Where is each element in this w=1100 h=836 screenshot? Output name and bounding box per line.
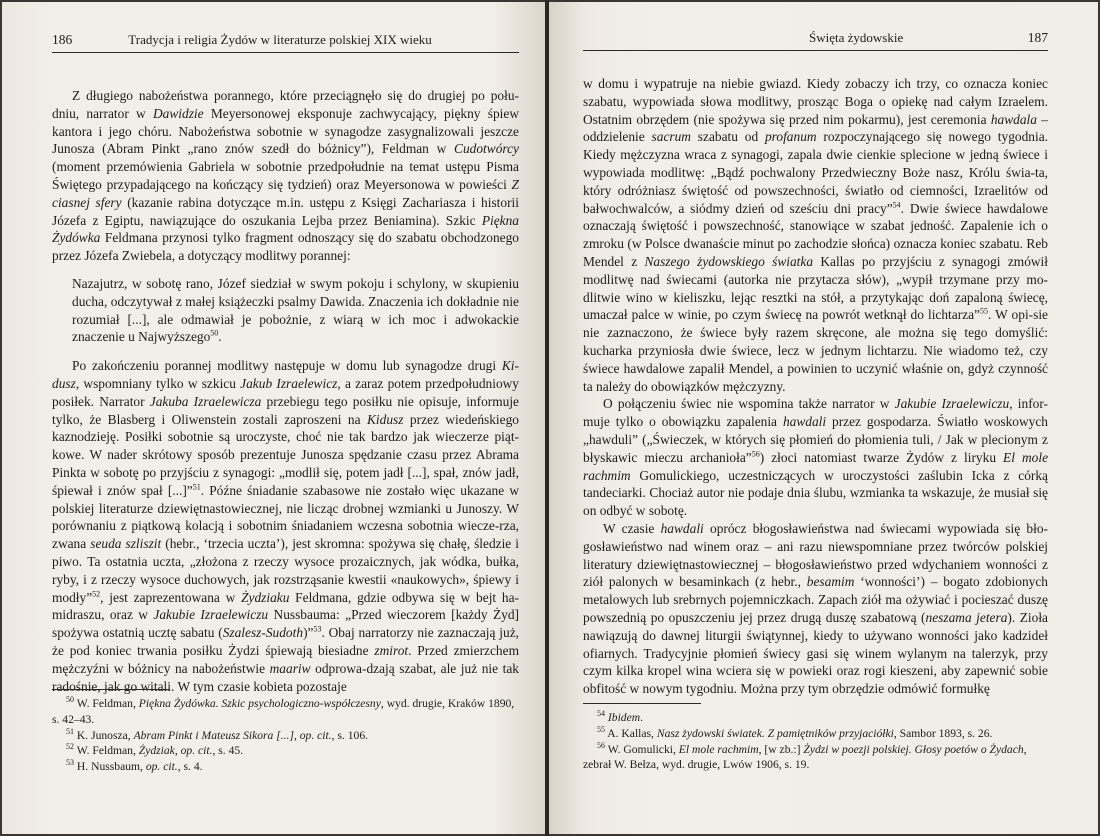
right-running-title: Święta żydowskie [809,30,904,45]
footnote-ref-53: 53 [313,624,322,634]
footnote: $^{55}$ A. Kallas, Nasz żydowski światek. Z pamiętników przyjaciółki, Sambor 1893, s. 26. [597,724,993,740]
block-quote: Nazajutrz, w sobotę rano, Józef siedział w swym pokoju i schylony, w skupieniu ducha, odczytywał z małej książeczki psalmy Dawida. Znaczenia ich dokładnie nie rozumiał [...], ale odmawiał je pobożnie, z wiarą w ich moc i adwokackie znaczenie u Najwyższego$^{50}$. [72,275,519,345]
right-paragraph-2: O połączeniu świec nie wspomina także narrator w Jakubie Izraelewiczu, infor-muje tylko o obowiązku zapalenia hawdali przez gospodarza. Światło woskowych „hawduli” („Świeczek, w których się płomień do płomienia tuli, / Jak w plecionym z błyskawic mieczu archanioła”$^{56}$) złoci natomiast twarze Żydów z liryku El mole rachmim Gomulickiego, uczestniczących w uroczystości zaślubin Icka z córką tandeciarki. Chociaż autor nie podaje dnia ślubu, wzmianka ta wskazuje, że musiał się on odbyć w sobotę. [583,396,1049,519]
footnote-ref-50: 50 [210,328,219,338]
footnote: $^{52}$ W. Feldman, Żydziak, op. cit., s. 45. [66,742,244,758]
left-page [2,2,545,834]
left-footnote-rule [52,689,170,690]
footnote-ref-55: 55 [980,306,989,316]
left-header-rule [52,52,519,53]
left-page-number: 186 [52,32,73,47]
left-footnotes [52,689,519,775]
right-running-head [583,30,1048,48]
right-page-number: 187 [1027,30,1048,45]
right-footnotes [583,703,1048,773]
footnote: $^{54}$ Ibidem. [597,709,644,724]
left-paragraph-1: Z długiego nabożeństwa porannego, które przeciągnęło się do drugiej po połu-dniu, narrator w Dawidzie Meyersonowej eksponuje zachwycający, piękny śpiew kantora i jego chóru. Nabożeństwa sobotnie w synagodze zasygnalizowali jeszcze Junosza (Abram Pinkt „rano znów szedł do bóżnicy”), Feldman w Cudotwórcy (moment przemówienia Gabriela w sobotnie przedpołudnie na temat ustępu Pisma Świętego przypadającego na kończący się tydzień) oraz Meyersonowa w powieści Z ciasnej sfery (kazanie rabina dotyczące m.in. ustępu z Księgi Zachariasza i historii Józefa z Egiptu, nawiązujące do oszukania Lejba przez Beniamina). Szkic Piękna Żydówka Feldmana przynosi tylko fragment odnoszący się do szabatu obchodzonego przez Józefa Zwiebela, a dotyczący modlitwy porannej: [52,88,520,264]
footnote: $^{51}$ K. Junosza, Abram Pinkt i Mateusz Sikora [...], op. cit., s. 106. [66,726,369,742]
footnote: $^{56}$ W. Gomulicki, El mole rachmim, [w zb.:] Żydzi w poezji polskiej. Głosy poetów o Żydach, zebrał W. Bełza, wyd. drugie, Lwów 1906, s. 19. [583,740,1027,772]
right-paragraph-1: w domu i wypatruje na niebie gwiazd. Kiedy zobaczy ich trzy, co oznacza koniec szabatu, wypowiada słowa modlitwy, prosząc Boga o opiekę nad całym Izraelem. Ostatnim obrzędem (nie spożywa się przed nim pokarmu), jest ceremonia hawdala – oddzielenie sacrum szabatu od profanum rozpoczynającego się nowego tygodnia. Kiedy mężczyzna wraca z synagogi, zapala dwie cienkie splecione w jedną świece i wypowiada modlitwę: „Bądź pochwalony Przedwieczny Boże nasz, Królu świa-ta, który odróżniasz świętość od powszechności, światło od ciemności, Izraelitów od bałwochwalców, a siódmy dzień od sześciu dni pracy”$^{54}$. Dwie świece hawdalowe oznaczają świętość i powszechność, stanowiące w szabat jedność. Zapalenie ich o zmroku (w Polsce dwanaście minut po zachodzie słońca) oznacza koniec szabatu. Reb Mendel z Naszego żydowskiego światka Kallas po przyjściu z synagogi zmówił modlitwę nad świecami (autorka nie przytacza słów), „wypił trzymane przy mo-dlitwie wino w kieliszku, lejąc resztki na stół, a przytykając doń zapaloną świecę, umaczał palce w winie, po czym świecę na powrót wetknął do lichtarza”$^{55}$. W opi-sie nie zaznaczono, że świece były razem skręcone, ale można się tego domyślić: kucharka przyniosła dwie świece, lecz w jednym lichtarzu. Nie wiadomo też, czy świece hawdalowe zapalił Mendel, a powinien to uczynić właśnie on, gdyż czynność ta należy do obowiązków mężczyzny. [583,76,1048,394]
footnote: $^{50}$ W. Feldman, Piękna Żydówka. Szkic psychologiczno-współczesny, wyd. drugie, Kraków 1890, s. 42–43. [52,695,515,726]
footnote-ref-51: 51 [192,482,201,492]
left-running-title: Tradycja i religia Żydów w literaturze polskiej XIX wieku [128,32,432,47]
left-running-head [52,32,519,50]
footnote-ref-54: 54 [892,200,901,210]
right-page [549,2,1098,834]
footnote-ref-52: 52 [92,589,101,599]
right-header-rule [583,50,1048,51]
right-footnote-rule [583,703,701,704]
footnote: $^{53}$ H. Nussbaum, op. cit., s. 4. [66,758,203,774]
footnote-ref-56: 56 [751,449,760,459]
right-paragraph-3: W czasie hawdali oprócz błogosławieństwa nad świecami wypowiada się bło-gosławieństwo nad winem oraz – ani razu niewspomniane przez twórców polskiej literatury dziewiętnastowiecznej – błogosławieństwo przed wdychaniem wonności z ziół palonych w besaminkach (z hebr., besamim ‘wonności’) – bogato zdobionych metalowych lub srebrnych pojemniczkach. Zapach ziół ma ożywiać i pocieszać duszę powszednią po opuszczeniu jej przez drugą duszę szabatową (neszama jetera). Zioła nawiązują do dawnej liturgii świątynnej, kiedy to używano wonności jako kadzideł ofiarnych. Tradycyjnie płomień świecy gasi się winem wylanym na talerzyk, przy czym kilka kropel wina wciera się w powieki oraz rogi kieszeni, aby zapewnić sobie obfitość w nowym tygodniu. Można przy tym obrzędzie odmówić formułkę [583,520,1048,697]
left-paragraph-2: Po zakończeniu porannej modlitwy następuje w domu lub synagodze drugi Ki-dusz, wspomniany tylko w szkicu Jakub Izraelewicz, a zaraz potem przedpołudniowy posiłek. Narrator Jakuba Izraelewicza przebiegu tego posiłku nie opisuje, informuje tylko, że Blasberg i Oliwenstein zostali zaproszeni na Kidusz przez wiedeńskiego kaznodzieję. Posiłki sobotnie są uroczyste, choć nie tak bardzo jak wieczerze piąt-kowe. W nader skrótowy sposób prezentuje Junosza spędzanie czasu przez Abrama Pinkta w sobotę po przyjściu z synagogi: „modlił się, potem jadł [...], spał, znów jadł, śpiewał i znów spał [...]”$^{51}$. Późne śniadanie szabasowe nie zostało więc ukazane w polskiej literaturze dziewiętnastowiecznej, nie licząc drobnej wzmianki u Junoszy. W porównaniu z piątkową kolacją i sobotnim śniadaniem wczesna sobotnia wiecze-rza, zwana seuda szliszit (hebr., ‘trzecia uczta’), jest skromna: spożywa się chałę, śledzie i piwo. Ta ostatnia uczta, „złożona z rzeczy wysoce prozaicznych, jak wódka, bułka, ryby, i z rzeczy wysoce duchowych, jak rozstrząsanie kwestii «naukowych», śpiewy i modły”$^{52}$, jest zaprezentowana w Żydziaku Feldmana, gdzie odbywa się w bejt ha-midraszu, oraz w Jakubie Izraelewiczu Nussbauma: „Przed wieczorem [każdy Żyd] spożywa ostatnią ucztę sabatu (Szalesz-Sudoth)”$^{53}$. Obaj narratorzy nie zaznaczają już, że pod koniec trwania posiłku Żydzi śpiewają biesiadne zmirot. Przed zmierzchem mężczyźni w bóżnicy na nabożeństwie maariw odprowa-dzają szabat, ale już nie tak radośnie, jak go witali. W tym czasie kobieta pozostaje [52,358,520,694]
